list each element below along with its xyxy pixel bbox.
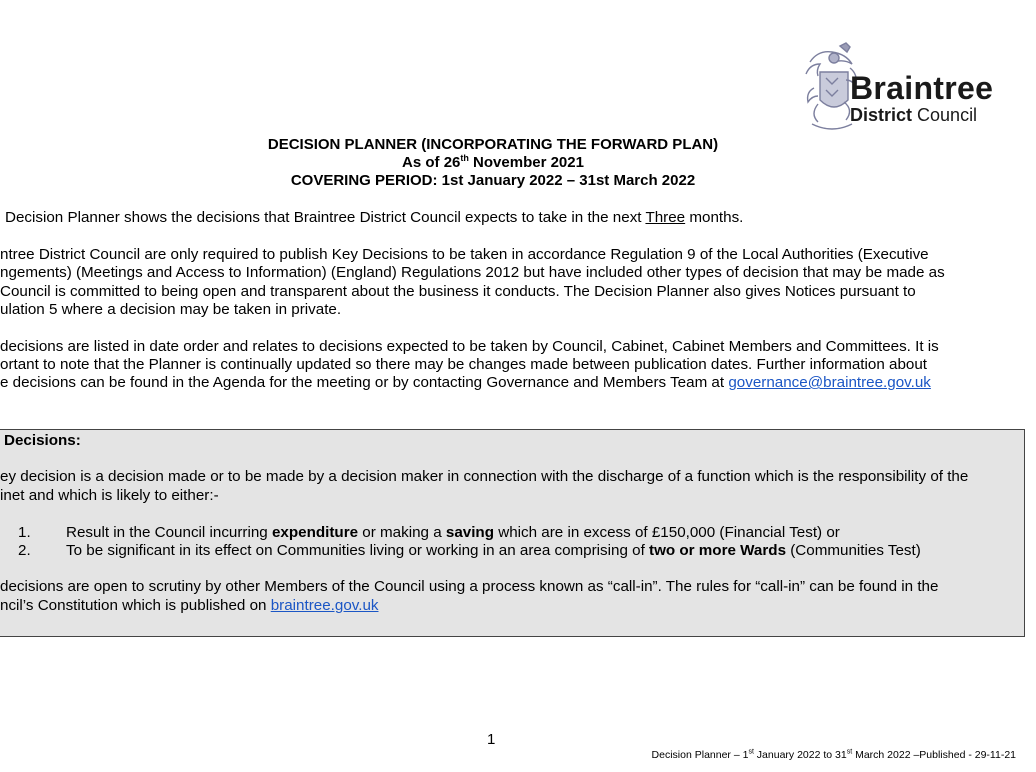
covering-period: COVERING PERIOD: 1st January 2022 – 31st March 2022 — [290, 172, 696, 189]
logo-subtitle: District Council — [850, 105, 978, 125]
financial-test-item: Result in the Council incurring expenditure or making a saving which are in excess of £150,000 (Financial Test) or — [66, 524, 840, 541]
intro-paragraph-1: Decision Planner shows the decisions that Braintree District Council expects to take in the next Three months. — [5, 209, 744, 226]
key-decision-definition-line: ey decision is a decision made or to be made by a decision maker in connection with the discharge of a function which is the responsibility of the — [0, 468, 969, 485]
governance-email-link[interactable]: governance@braintree.gov.uk — [728, 374, 931, 391]
intro-paragraph-2-line: ntree District Council are only required to publish Key Decisions to be taken in accordance Regulation 9 of the Local Authorities (Executive — [0, 246, 929, 263]
intro-paragraph-2-line: ngements) (Meetings and Access to Information) (England) Regulations 2012 but have included other types of decision that may be made as — [0, 264, 945, 281]
list-number: 2. — [18, 542, 31, 559]
braintree-logo — [800, 42, 1022, 134]
braintree-website-link[interactable]: braintree.gov.uk — [270, 597, 379, 614]
intro-paragraph-2-line: Council is committed to being open and transparent about the business it conducts. The Decision Planner also gives Notices pursuant to — [0, 283, 916, 300]
list-number: 1. — [18, 524, 31, 541]
scrutiny-line: decisions are open to scrutiny by other Members of the Council using a process known as “call-in”. The rules for “call-in” can be found in the — [0, 578, 939, 595]
intro-paragraph-2-line: ulation 5 where a decision may be taken in private. — [0, 301, 342, 318]
key-decision-definition-line: inet and which is likely to either:- — [0, 487, 219, 504]
scrutiny-line: ncil’s Constitution which is published on braintree.gov.uk — [0, 597, 379, 614]
intro-paragraph-3-line: decisions are listed in date order and relates to decisions expected to be taken by Council, Cabinet, Cabinet Members and Committees. It is — [0, 338, 939, 355]
key-decisions-heading: Decisions: — [4, 432, 81, 449]
communities-test-item: To be significant in its effect on Communities living or working in an area comprising of two or more Wards (Communities Test) — [66, 542, 921, 559]
logo-name: Braintree — [850, 70, 994, 106]
footer-text: Decision Planner – 1st January 2022 to 31st March 2022 –Published - 29-11-21 — [651, 748, 1016, 761]
intro-paragraph-3-line: ortant to note that the Planner is continually updated so there may be changes made between publication dates. Further information about — [0, 356, 928, 373]
intro-paragraph-3-line: e decisions can be found in the Agenda for the meeting or by contacting Governance and Members Team at governance@braintree.gov.uk — [0, 374, 931, 391]
as-of-date: As of 26th November 2021 — [402, 153, 584, 171]
page-number: 1 — [487, 731, 496, 748]
page-title: DECISION PLANNER (INCORPORATING THE FORWARD PLAN) — [267, 136, 719, 153]
